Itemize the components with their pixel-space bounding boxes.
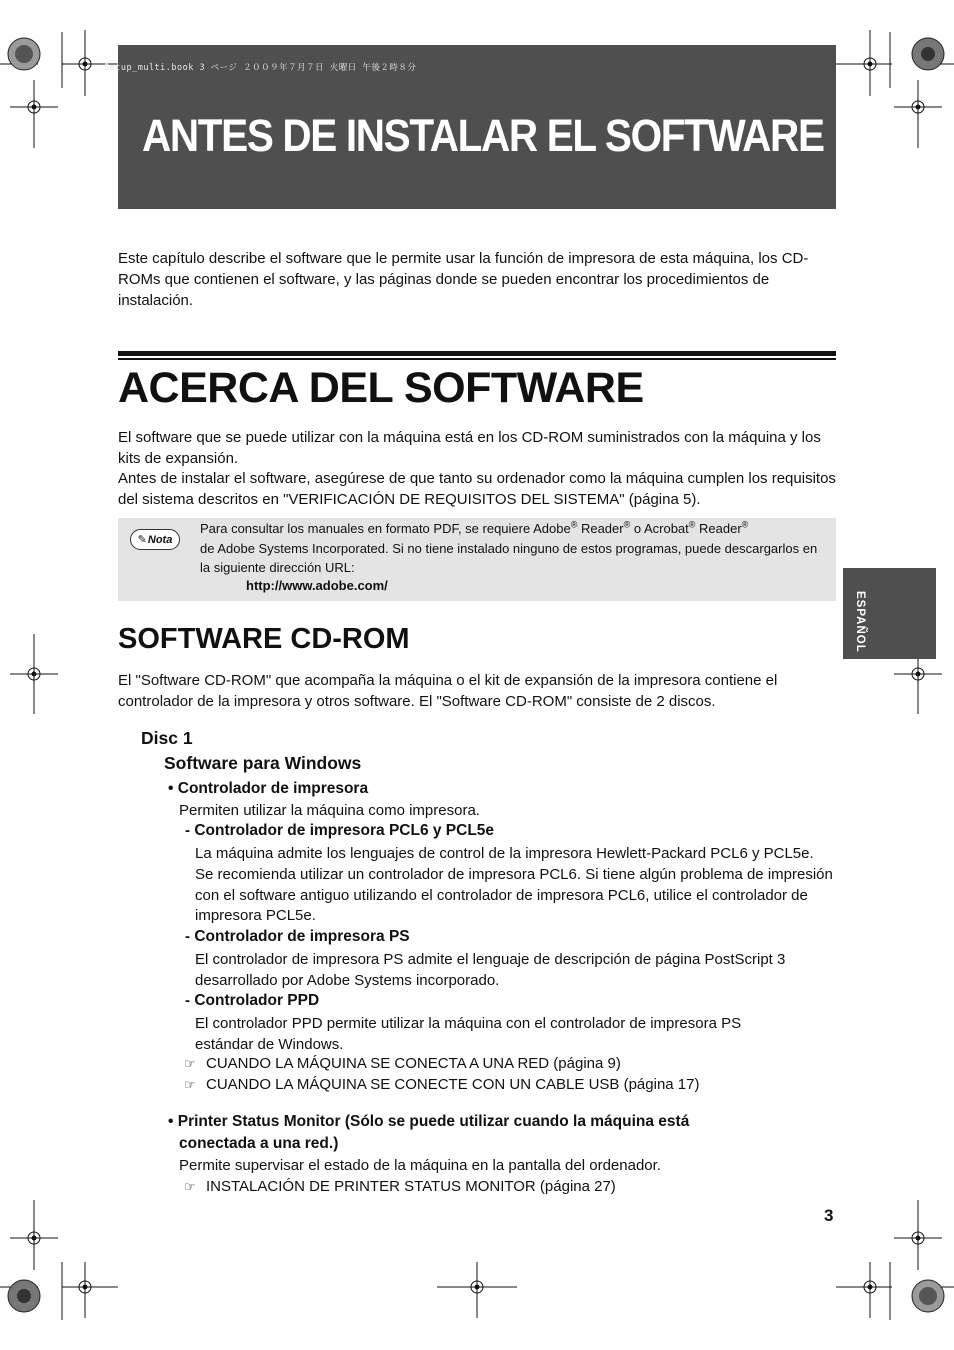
section-title: ACERCA DEL SOFTWARE: [118, 364, 644, 412]
section-rule-thick: [118, 351, 836, 356]
pointing-hand-icon: ☞: [184, 1076, 196, 1092]
section-paragraph: El software que se puede utilizar con la máquina está en los CD-ROM suministrados con la máquina y los kits de expansión.: [118, 429, 821, 467]
driver-title: Controlador de impresora PS: [194, 928, 410, 945]
note-text-segment: o Acrobat: [630, 521, 689, 536]
bullet-marker: •: [168, 1113, 174, 1130]
bullet-title-continuation: conectada a una red.): [179, 1135, 339, 1152]
driver-title: Controlador PPD: [194, 992, 320, 1009]
bullet-item-title: [168, 1113, 689, 1131]
bullet-item-title: [168, 780, 368, 798]
bullet-title: Controlador de impresora: [177, 780, 369, 797]
page-reference[interactable]: [184, 1055, 621, 1072]
reference-text: CUANDO LA MÁQUINA SE CONECTE CON UN CABLE USB (página 17): [206, 1076, 700, 1093]
reference-text: CUANDO LA MÁQUINA SE CONECTA A UNA RED (página 9): [206, 1055, 621, 1072]
registered-mark: ®: [741, 519, 749, 530]
driver-description: El controlador PPD permite utilizar la máquina con el controlador de impresora PS estándar de Windows.: [195, 1015, 742, 1053]
note-text-segment: Para consultar los manuales en formato PDF, se requiere Adobe: [200, 521, 571, 536]
section-rule-thin: [118, 358, 836, 360]
note-text-segment: Reader: [695, 521, 742, 536]
bullet-description: Permite supervisar el estado de la máquina en la pantalla del ordenador.: [179, 1157, 661, 1174]
language-side-tab-label: ESPAÑOL: [854, 591, 866, 653]
chapter-title: ANTES DE INSTALAR EL SOFTWARE: [142, 110, 824, 161]
page-reference[interactable]: [184, 1076, 699, 1093]
dash-marker: -: [185, 928, 190, 945]
section-paragraph: Antes de instalar el software, asegúrese de que tanto su ordenador como la máquina cumplen los requisitos del sistema descritos en "VERIFICACIÓN DE REQUISITOS DEL SISTEMA" (página 5).: [118, 470, 836, 508]
driver-item-title: [185, 822, 494, 840]
adobe-url-link[interactable]: http://www.adobe.com/: [246, 578, 388, 593]
page-reference[interactable]: [184, 1178, 616, 1195]
print-metadata-line: Setup_multi.book 3 ページ ２００９年７月７日 火曜日 午後２時８分: [104, 63, 417, 73]
driver-item-title: [185, 928, 410, 946]
disc-title: Disc 1: [141, 728, 193, 748]
note-badge-label: Nota: [147, 533, 173, 546]
driver-description: El controlador de impresora PS admite el lenguaje de descripción de página PostScript 3 desarrollado por Adobe Systems incorporado.: [195, 951, 786, 989]
intro-paragraph: Este capítulo describe el software que le permite usar la función de impresora de esta máquina, los CD-ROMs que contienen el software, y las páginas donde se pueden encontrar los procedimientos de instalación.: [118, 250, 809, 309]
reference-text: INSTALACIÓN DE PRINTER STATUS MONITOR (página 27): [206, 1178, 616, 1195]
note-text-segment: Reader: [577, 521, 624, 536]
page-number: 3: [824, 1206, 834, 1225]
driver-title: Controlador de impresora PCL6 y PCL5e: [194, 822, 495, 839]
note-text-segment: de Adobe Systems Incorporated. Si no tiene instalado ninguno de estos programas, puede descargarlos en la siguiente dirección URL:: [200, 540, 818, 575]
note-text: [200, 519, 825, 578]
bullet-title: Printer Status Monitor (Sólo se puede utilizar cuando la máquina está: [177, 1113, 690, 1130]
driver-description: La máquina admite los lenguajes de control de la impresora Hewlett-Packard PCL6 y PCL5e. Se recomienda utilizar un controlador de impresora PCL6. Si tiene algún problema de impresión con el software antiguo utilizando el controlador de impresora PCL6, utilice el controlador de impresora PCL5e.: [195, 845, 833, 925]
dash-marker: -: [185, 822, 190, 839]
windows-software-title: Software para Windows: [164, 753, 362, 773]
subsection-paragraph: El "Software CD-ROM" que acompaña la máquina o el kit de expansión de la impresora contiene el controlador de la impresora y otros software. El "Software CD-ROM" consiste de 2 discos.: [118, 672, 778, 710]
bullet-description: Permiten utilizar la máquina como impresora.: [179, 802, 480, 819]
registered-mark: ®: [688, 519, 696, 530]
driver-item-title: [185, 992, 319, 1010]
pointing-hand-icon: ☞: [184, 1055, 196, 1071]
pointing-hand-icon: ☞: [184, 1178, 196, 1194]
note-badge: [130, 529, 180, 550]
subsection-title: SOFTWARE CD-ROM: [118, 623, 410, 655]
pencil-icon: ✎: [137, 534, 147, 546]
registered-mark: ®: [623, 519, 631, 530]
dash-marker: -: [185, 992, 190, 1009]
registered-mark: ®: [570, 519, 578, 530]
bullet-marker: •: [168, 780, 174, 797]
